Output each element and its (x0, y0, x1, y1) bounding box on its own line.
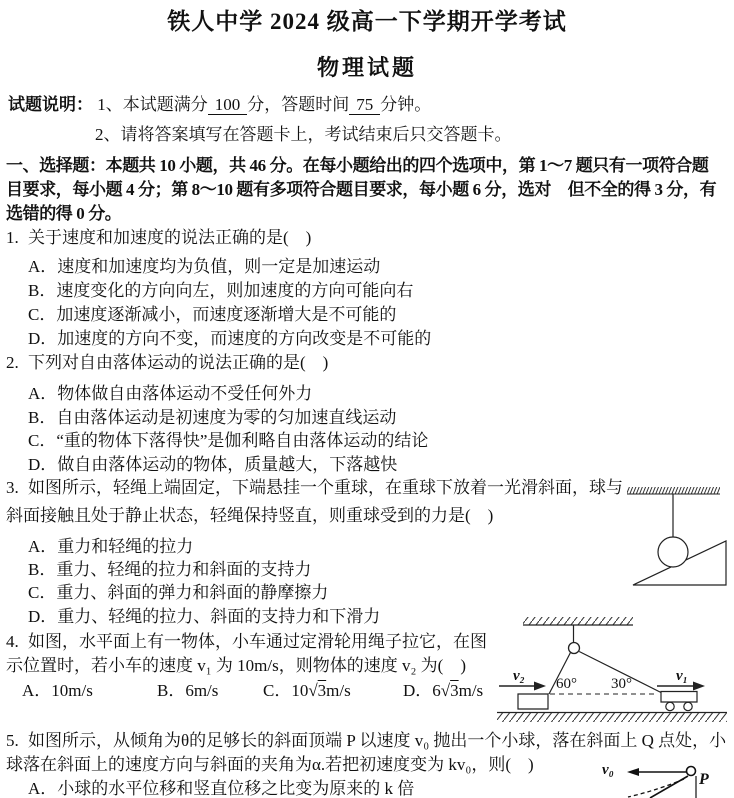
ceiling-hatch (523, 617, 633, 625)
notes-label: 试题说明： (8, 95, 93, 114)
block (518, 694, 548, 709)
ground-hatch (497, 713, 727, 722)
v0-label: v₀ (602, 762, 614, 778)
question-3-stem-line1 (6, 478, 623, 498)
question-3-stem-text1: 如图所示，轻绳上端固定，下端悬挂一个重球，在重球下放着一光滑斜面，球与 (28, 478, 623, 497)
cart-wheel-right (684, 702, 692, 710)
exam-title: 铁人中学 2024 级高一下学期开学考试 (167, 9, 567, 34)
question-1-stem (6, 228, 311, 248)
ceiling-hatch (627, 487, 720, 494)
question-1-option-b: B．速度变化的方向向左，则加速度的方向可能向右 (28, 281, 414, 300)
duration-value: 75 (349, 95, 380, 115)
v1-label: v₁ (676, 668, 688, 684)
v2-label: v₂ (513, 668, 525, 684)
question-4-option-d: D．6√3m/s (403, 681, 484, 700)
question-1-option-a: A．速度和加速度均为负值，则一定是加速运动 (28, 257, 381, 276)
question-3-number: 3. (6, 478, 19, 497)
exam-notes-line1 (8, 95, 431, 115)
cart-wheel-left (666, 702, 674, 710)
question-4-stem-line1 (6, 632, 487, 652)
ball (687, 767, 696, 776)
question-3-option-c: C．重力、斜面的弹力和斜面的静摩擦力 (28, 583, 329, 602)
question-5-stem-line2: 球落在斜面上的速度方向与斜面的夹角为α.若把初速度变为 kv₀，则( ) (6, 755, 534, 774)
notes-item1-suf: 分钟。 (380, 95, 432, 114)
question-2-stem (6, 353, 328, 373)
question-4-figure (492, 614, 734, 726)
paper-subject-title: 物理试题 (316, 55, 417, 80)
question-2-option-c: C．“重的物体下落得快”是伽利略自由落体运动的结论 (28, 431, 429, 450)
question-2-option-d: D．做自由落体运动的物体，质量越大，下落越快 (28, 455, 398, 474)
question-1-option-c: C．加速度逐渐减小，而速度逐渐增大是不可能的 (28, 305, 397, 324)
question-5-number: 5. (6, 731, 19, 750)
question-5-option-a: A．小球的水平位移和竖直位移之比变为原来的 k 倍 (28, 779, 415, 798)
question-4-stem-line2: 示位置时，若小车的速度 v₁ 为 10m/s，则物体的速度 v₂ 为( ) (6, 656, 466, 675)
question-1-option-d: D．加速度的方向不变，而速度的方向改变是不可能的 (28, 329, 432, 348)
v1-arrow-head (693, 682, 705, 691)
question-4-option-a: A．10m/s (22, 681, 93, 700)
question-4-option-b: B．6m/s (157, 681, 219, 700)
question-2-number: 2. (6, 353, 19, 372)
angle-30-label: 30° (611, 676, 632, 692)
angle-60-label: 60° (556, 676, 577, 692)
question-5-stem-line1 (6, 731, 726, 751)
question-3-option-a: A．重力和轻绳的拉力 (28, 537, 194, 556)
section-header-line2: 目要求，每小题 4 分；第 8～10 题有多项符合题目要求，每小题 6 分，选对 但不全的得 3 分，有 (6, 180, 717, 199)
question-3-stem-line2: 斜面接触且处于静止状态，轻绳保持竖直，则重球受到的力是( ) (6, 506, 494, 525)
question-4-option-c: C．10√3m/s (263, 681, 351, 700)
pulley (569, 643, 580, 654)
question-3-figure (620, 480, 734, 590)
point-p-label: P (699, 771, 709, 788)
question-4-stem-text1: 如图，水平面上有一物体，小车通过定滑轮用绳子拉它，在图 (28, 632, 487, 651)
question-1-number: 1. (6, 228, 19, 247)
ball (658, 537, 688, 567)
question-3-option-b: B．重力、轻绳的拉力和斜面的支持力 (28, 560, 312, 579)
notes-item1-pre: 1、本试题满分 (97, 95, 208, 114)
full-score-value: 100 (208, 95, 248, 115)
question-2-option-a: A．物体做自由落体运动不受任何外力 (28, 384, 313, 403)
question-2-stem-text: 下列对自由落体运动的说法正确的是( ) (28, 353, 329, 372)
question-1-stem-text: 关于速度和加速度的说法正确的是( ) (28, 228, 312, 247)
notes-item1-mid: 分，答题时间 (247, 95, 350, 114)
question-5-stem-text1: 如图所示，从倾角为θ的足够长的斜面顶端 P 以速度 v₀ 抛出一个小球，落在斜面上 Q 点处，小 (28, 731, 727, 750)
exam-notes-line2: 2、请将答案填写在答题卡上，考试结束后只交答题卡。 (95, 125, 512, 144)
question-4-number: 4. (6, 632, 19, 651)
section-header-line3: 选错的得 0 分。 (6, 204, 122, 223)
v0-arrow-head (627, 768, 639, 776)
cart-body (661, 692, 697, 703)
section-header-line1: 一、选择题：本题共 10 小题，共 46 分。在每小题给出的四个选项中，第 1～7 题只有一项符合题 (6, 156, 709, 175)
v2-arrow-head (534, 682, 546, 691)
question-2-option-b: B．自由落体运动是初速度为零的匀加速直线运动 (28, 408, 397, 427)
question-5-figure (596, 758, 734, 798)
question-3-option-d: D．重力、轻绳的拉力、斜面的支持力和下滑力 (28, 607, 381, 626)
